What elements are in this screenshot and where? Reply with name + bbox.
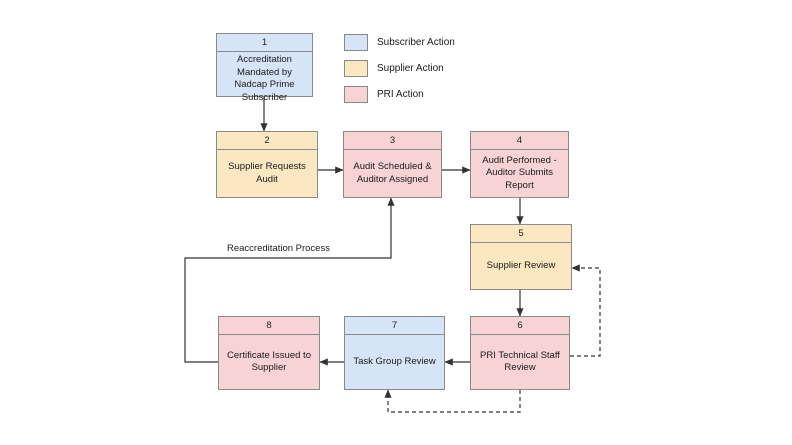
node-6-label: PRI Technical Staff Review	[480, 349, 560, 373]
node-5[interactable]	[470, 224, 572, 290]
legend-item-supplier	[344, 60, 455, 77]
node-5-number: 5	[471, 225, 571, 243]
node-8-number: 8	[219, 317, 319, 335]
node-7-label: Task Group Review	[353, 355, 436, 367]
node-2-label: Supplier Requests Audit	[228, 161, 306, 185]
node-5-label: Supplier Review	[486, 259, 556, 271]
legend-item-subscriber	[344, 34, 455, 51]
node-3-label: Audit Scheduled & Auditor Assigned	[353, 161, 432, 185]
node-7-number: 7	[345, 317, 444, 335]
node-3-number: 3	[344, 132, 441, 150]
node-8-label: Certificate Issued to Supplier	[227, 349, 311, 373]
reaccreditation-process-label: Reaccreditation Process	[227, 243, 330, 254]
node-1-number: 1	[217, 34, 312, 52]
legend	[344, 34, 455, 103]
node-4-label: Audit Performed - Auditor Submits Report	[482, 154, 557, 191]
node-1[interactable]	[216, 33, 313, 103]
node-1-label: Accreditation Mandated by Nadcap Prime Subscriber	[234, 54, 295, 103]
node-7[interactable]	[344, 316, 445, 390]
legend-label-supplier: Supplier Action	[377, 63, 444, 74]
legend-label-subscriber: Subscriber Action	[377, 37, 455, 48]
node-2[interactable]	[216, 131, 318, 198]
node-3[interactable]	[343, 131, 442, 198]
node-6-number: 6	[471, 317, 569, 335]
legend-swatch-subscriber	[344, 34, 368, 51]
node-4[interactable]	[470, 131, 569, 198]
legend-label-pri: PRI Action	[377, 89, 424, 100]
legend-swatch-pri	[344, 86, 368, 103]
node-8[interactable]	[218, 316, 320, 390]
legend-swatch-supplier	[344, 60, 368, 77]
node-2-number: 2	[217, 132, 317, 150]
node-6[interactable]	[470, 316, 570, 390]
legend-item-pri	[344, 86, 455, 103]
node-4-number: 4	[471, 132, 568, 150]
